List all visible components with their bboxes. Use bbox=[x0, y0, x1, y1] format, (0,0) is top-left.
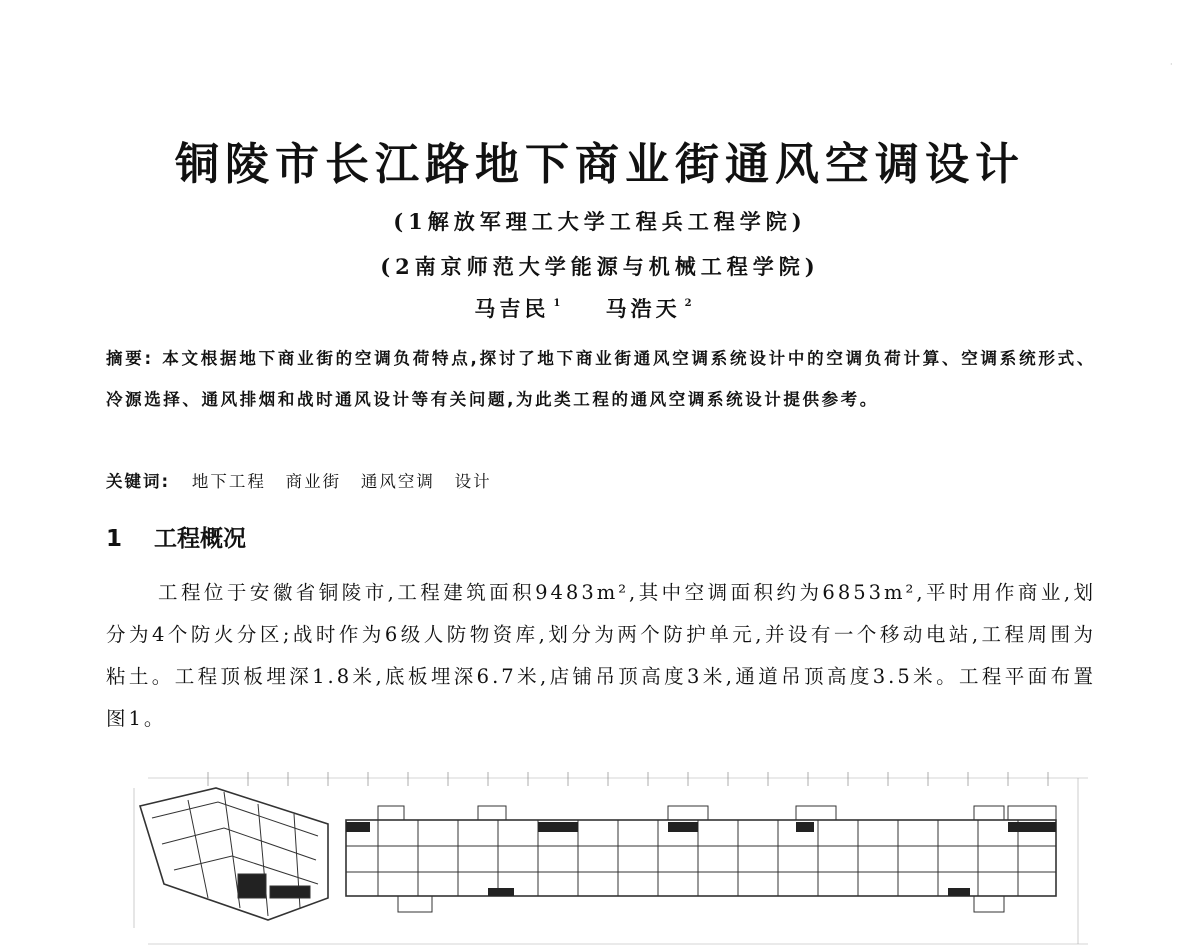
author-1-name: 马吉民 bbox=[474, 296, 550, 321]
section-heading bbox=[106, 520, 246, 553]
floor-plan-drawing bbox=[128, 748, 1096, 952]
keyword: 设计 bbox=[454, 472, 492, 491]
abstract-text: 本文根据地下商业街的空调负荷特点,探讨了地下商业街通风空调系统设计中的空调负荷计算、空调系统形式、冷源选择、通风排烟和战时通风设计等有关问题,为此类工程的通风空调系统设计提供参考。 bbox=[106, 349, 1096, 409]
keyword: 商业街 bbox=[285, 472, 342, 491]
corner-mark: · bbox=[1170, 60, 1173, 69]
plan-left-wing bbox=[140, 788, 328, 920]
authors bbox=[0, 293, 1200, 323]
affiliation-2: (2南京师范大学能源与机械工程学院) bbox=[380, 254, 820, 279]
abstract bbox=[106, 338, 1096, 420]
affiliation-1: (1解放军理工大学工程兵工程学院) bbox=[393, 209, 807, 234]
author-2-mark: 2 bbox=[684, 298, 696, 309]
section-number: 1 bbox=[106, 526, 123, 552]
keyword: 地下工程 bbox=[191, 472, 266, 491]
plan-entrances bbox=[346, 822, 1056, 896]
section-title: 工程概况 bbox=[154, 526, 247, 552]
keywords bbox=[106, 468, 504, 492]
plan-main-corridor bbox=[346, 820, 1056, 896]
plan-grid bbox=[134, 778, 1088, 944]
abstract-label: 摘要: bbox=[106, 349, 154, 368]
plan-grid-ticks bbox=[208, 772, 1048, 786]
author-1-mark: 1 bbox=[553, 298, 565, 309]
author-2-name: 马浩天 bbox=[605, 296, 681, 321]
body-paragraph: 工程位于安徽省铜陵市,工程建筑面积9483m²,其中空调面积约为6853m²,平时用作商业,划分为4个防火分区;战时作为6级人防物资库,划分为两个防护单元,并设有一个移动电站,工程周围为粘土。工程顶板埋深1.8米,底板埋深6.7米,店铺吊顶高度3米,通道吊顶高度3.5米。工程平面布置图1。 bbox=[106, 581, 1096, 730]
page-title: 铜陵市长江路地下商业街通风空调设计 bbox=[175, 139, 1025, 190]
keyword: 通风空调 bbox=[360, 472, 435, 491]
keywords-label: 关键词: bbox=[106, 472, 171, 491]
